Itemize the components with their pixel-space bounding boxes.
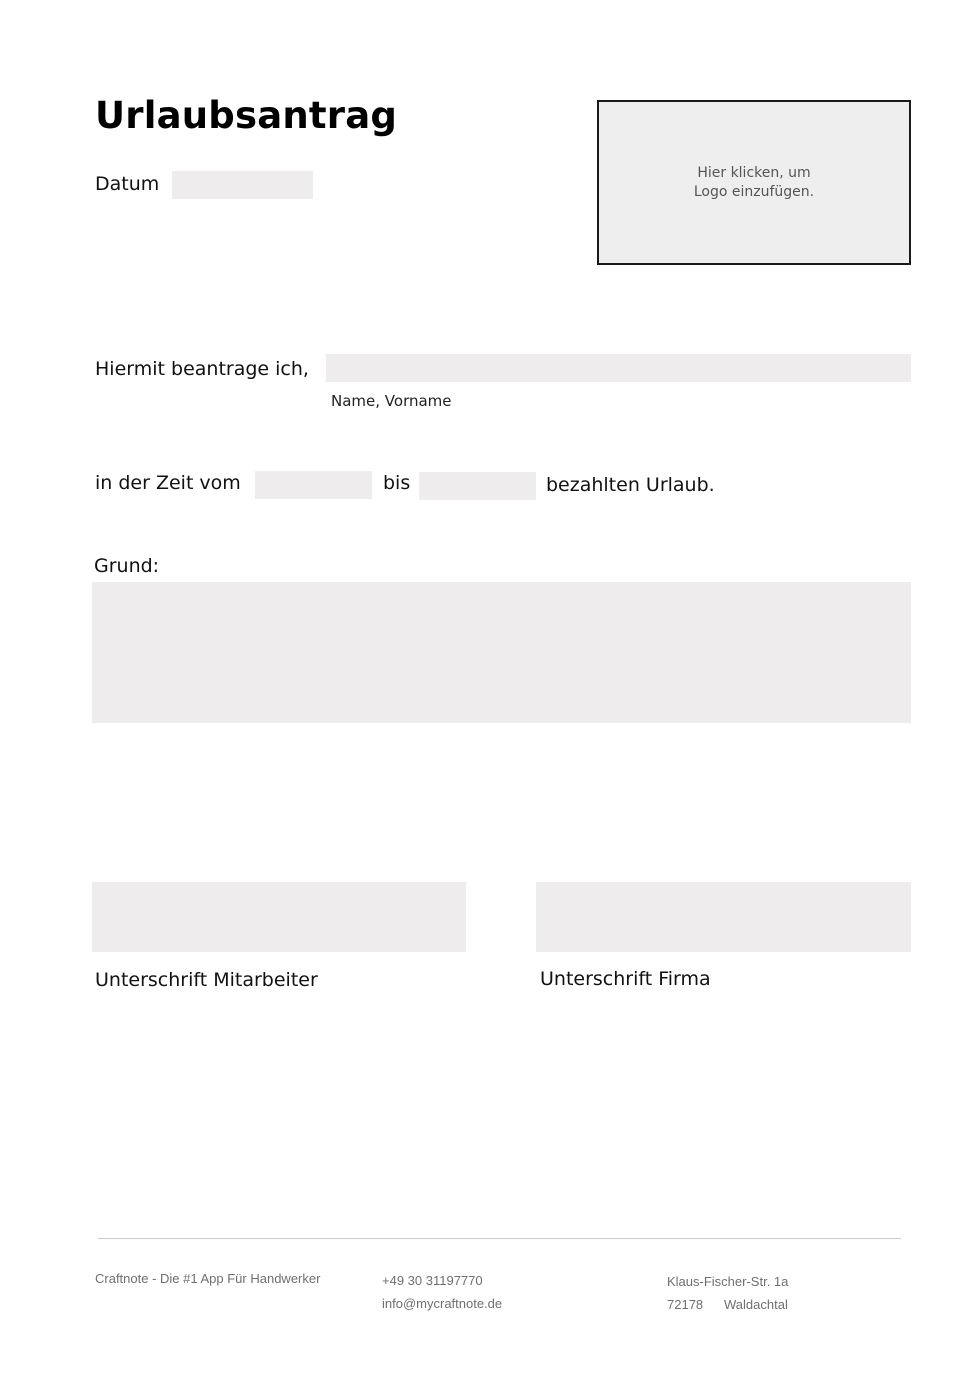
employee-signature-field[interactable] (92, 882, 466, 952)
logo-placeholder-text: Hier klicken, um Logo einzufügen. (693, 164, 815, 200)
footer-zip: 72178 (667, 1297, 704, 1312)
date-field[interactable] (172, 171, 313, 199)
period-suffix-label: bezahlten Urlaub. (546, 474, 715, 496)
document-title: Urlaubsantrag (95, 94, 398, 137)
footer-street: Klaus-Fischer-Str. 1a (667, 1274, 789, 1289)
name-field[interactable] (326, 354, 911, 382)
reason-label: Grund: (94, 555, 160, 577)
request-intro-label: Hiermit beantrage ich, (95, 358, 309, 380)
period-from-field[interactable] (255, 471, 372, 499)
footer-divider (98, 1238, 901, 1239)
company-signature-label: Unterschrift Firma (540, 968, 711, 990)
footer-city: Waldachtal (724, 1297, 788, 1312)
period-to-label: bis (383, 472, 411, 494)
footer-company: Craftnote - Die #1 App Für Handwerker (95, 1271, 321, 1286)
logo-upload-box[interactable] (597, 100, 911, 265)
name-caption: Name, Vorname (331, 392, 452, 410)
period-from-label: in der Zeit vom (95, 472, 241, 494)
date-label: Datum (95, 173, 160, 195)
period-to-field[interactable] (419, 472, 536, 500)
employee-signature-label: Unterschrift Mitarbeiter (95, 969, 318, 991)
footer-phone: +49 30 31197770 (382, 1273, 483, 1288)
reason-field[interactable] (92, 582, 911, 723)
footer-email: info@mycraftnote.de (382, 1296, 503, 1311)
company-signature-field[interactable] (536, 882, 911, 952)
